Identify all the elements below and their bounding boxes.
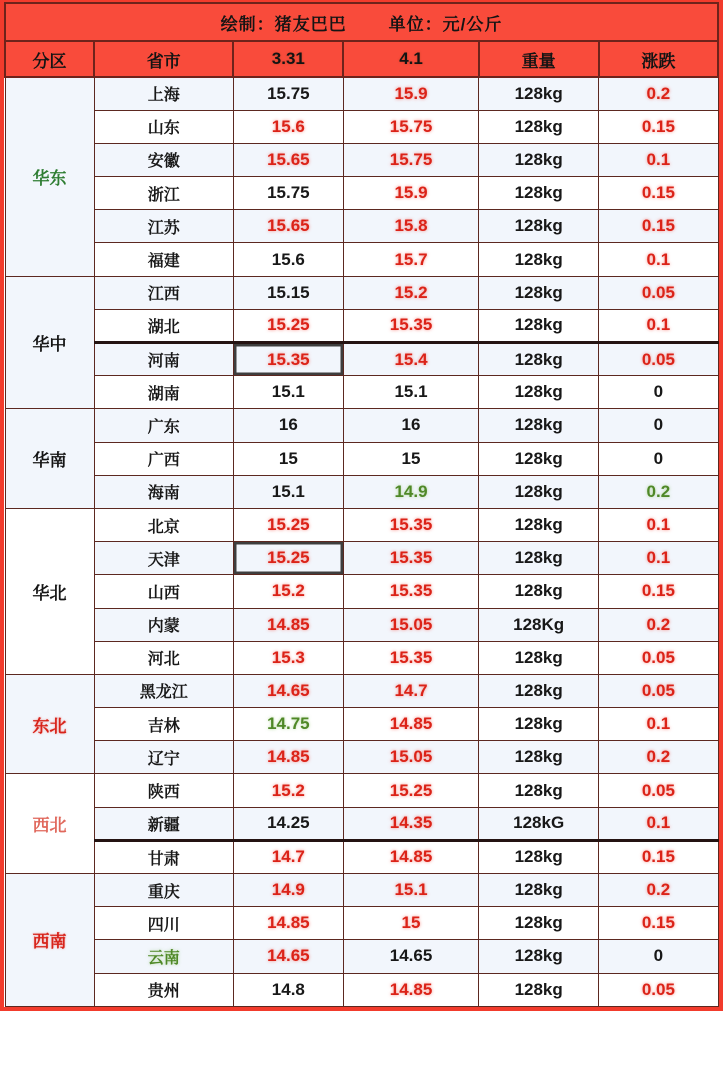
change-cell: 0.2 [599,741,718,774]
change-cell: 0.2 [599,475,718,508]
pig-price-table [4,2,719,1007]
change-cell: 0 [599,940,718,973]
price-331-cell: 15.1 [233,376,343,409]
region-cell: 西南 [5,874,94,1007]
price-row [5,674,718,707]
province-cell: 海南 [94,475,233,508]
price-row [5,276,718,309]
price-331-cell: 15.2 [233,774,343,807]
province-cell: 河北 [94,641,233,674]
region-cell: 华东 [5,77,94,276]
price-row [5,508,718,541]
weight-cell: 128kg [479,641,599,674]
weight-cell: 128kg [479,508,599,541]
price-41-cell: 14.85 [343,708,478,741]
col-header-date-331: 3.31 [233,41,343,77]
price-row [5,309,718,342]
price-row [5,143,718,176]
price-row [5,741,718,774]
title-unit: 单位：元/公斤 [388,14,503,34]
price-331-cell: 15.6 [233,110,343,143]
price-row [5,77,718,110]
price-row [5,343,718,376]
price-331-cell: 15.6 [233,243,343,276]
province-cell: 辽宁 [94,741,233,774]
province-cell: 四川 [94,907,233,940]
weight-cell: 128kg [479,343,599,376]
province-cell: 江苏 [94,210,233,243]
price-41-cell: 15 [343,442,478,475]
province-cell: 上海 [94,77,233,110]
price-row [5,409,718,442]
weight-cell: 128kg [479,143,599,176]
weight-cell: 128kg [479,110,599,143]
price-row [5,641,718,674]
price-41-cell: 15.05 [343,741,478,774]
change-cell: 0.05 [599,641,718,674]
price-row [5,840,718,873]
price-331-cell: 15.65 [233,143,343,176]
change-cell: 0.15 [599,840,718,873]
weight-cell: 128kg [479,708,599,741]
province-cell: 陕西 [94,774,233,807]
title-row [5,3,718,41]
price-row [5,210,718,243]
price-331-cell: 15.65 [233,210,343,243]
price-331-cell: 15.15 [233,276,343,309]
weight-cell: 128kg [479,177,599,210]
change-cell: 0.2 [599,77,718,110]
price-331-cell: 15.25 [233,309,343,342]
region-cell: 东北 [5,674,94,774]
weight-cell: 128kg [479,210,599,243]
change-cell: 0.2 [599,608,718,641]
province-cell: 山西 [94,575,233,608]
weight-cell: 128Kg [479,608,599,641]
price-41-cell: 15.35 [343,309,478,342]
region-cell: 西北 [5,774,94,874]
change-cell: 0.1 [599,309,718,342]
price-331-cell: 15.35 [233,343,343,376]
weight-cell: 128kg [479,741,599,774]
weight-cell: 128kg [479,940,599,973]
price-row [5,243,718,276]
price-41-cell: 15 [343,907,478,940]
price-331-cell: 14.8 [233,973,343,1006]
province-cell: 贵州 [94,973,233,1006]
price-41-cell: 14.85 [343,840,478,873]
title-author: 绘制：猪友巴巴 [220,14,347,34]
change-cell: 0 [599,442,718,475]
change-cell: 0.15 [599,110,718,143]
price-41-cell: 15.9 [343,77,478,110]
price-row [5,575,718,608]
weight-cell: 128kg [479,309,599,342]
price-331-cell: 15.75 [233,77,343,110]
province-cell: 安徽 [94,143,233,176]
price-331-cell: 15.25 [233,542,343,575]
price-row [5,973,718,1006]
province-cell: 山东 [94,110,233,143]
col-header-province: 省市 [94,41,233,77]
col-header-change: 涨跌 [599,41,718,77]
price-331-cell: 15.3 [233,641,343,674]
province-cell: 广西 [94,442,233,475]
weight-cell: 128kg [479,907,599,940]
price-row [5,475,718,508]
region-cell: 华中 [5,276,94,409]
weight-cell: 128kg [479,774,599,807]
change-cell: 0.05 [599,343,718,376]
region-cell: 华南 [5,409,94,509]
weight-cell: 128kg [479,243,599,276]
province-cell: 江西 [94,276,233,309]
price-331-cell: 15.1 [233,475,343,508]
price-41-cell: 14.7 [343,674,478,707]
price-41-cell: 15.1 [343,376,478,409]
change-cell: 0.15 [599,907,718,940]
price-41-cell: 15.05 [343,608,478,641]
province-cell: 湖北 [94,309,233,342]
price-41-cell: 14.9 [343,475,478,508]
weight-cell: 128kg [479,542,599,575]
col-header-weight: 重量 [479,41,599,77]
province-cell: 北京 [94,508,233,541]
price-row [5,807,718,840]
price-331-cell: 14.65 [233,940,343,973]
change-cell: 0.1 [599,542,718,575]
price-row [5,542,718,575]
province-cell: 重庆 [94,874,233,907]
price-41-cell: 15.1 [343,874,478,907]
col-header-region: 分区 [5,41,94,77]
price-41-cell: 15.25 [343,774,478,807]
change-cell: 0.1 [599,243,718,276]
price-41-cell: 15.9 [343,177,478,210]
price-row [5,907,718,940]
province-cell: 浙江 [94,177,233,210]
price-41-cell: 15.75 [343,143,478,176]
price-41-cell: 15.35 [343,508,478,541]
price-331-cell: 15.75 [233,177,343,210]
price-row [5,874,718,907]
weight-cell: 128kg [479,840,599,873]
weight-cell: 128kg [479,77,599,110]
weight-cell: 128kg [479,874,599,907]
price-41-cell: 14.85 [343,973,478,1006]
price-331-cell: 15.2 [233,575,343,608]
weight-cell: 128kg [479,409,599,442]
change-cell: 0.05 [599,973,718,1006]
price-41-cell: 15.2 [343,276,478,309]
province-cell: 黑龙江 [94,674,233,707]
price-331-cell: 14.25 [233,807,343,840]
price-41-cell: 15.75 [343,110,478,143]
change-cell: 0.15 [599,177,718,210]
change-cell: 0.15 [599,210,718,243]
province-cell: 广东 [94,409,233,442]
table-title [5,3,718,41]
price-331-cell: 14.85 [233,608,343,641]
price-41-cell: 15.8 [343,210,478,243]
price-41-cell: 16 [343,409,478,442]
weight-cell: 128kg [479,276,599,309]
weight-cell: 128kg [479,674,599,707]
price-331-cell: 14.75 [233,708,343,741]
change-cell: 0.05 [599,774,718,807]
change-cell: 0.15 [599,575,718,608]
province-cell: 福建 [94,243,233,276]
province-cell: 河南 [94,343,233,376]
price-41-cell: 15.35 [343,542,478,575]
price-331-cell: 14.9 [233,874,343,907]
province-cell: 天津 [94,542,233,575]
region-cell: 华北 [5,508,94,674]
province-cell: 甘肃 [94,840,233,873]
price-row [5,177,718,210]
weight-cell: 128kG [479,807,599,840]
table-body [5,77,718,1006]
province-cell: 吉林 [94,708,233,741]
price-331-cell: 14.85 [233,907,343,940]
price-331-cell: 15 [233,442,343,475]
change-cell: 0.1 [599,508,718,541]
price-row [5,774,718,807]
column-header-row [5,41,718,77]
change-cell: 0.1 [599,708,718,741]
province-cell: 云南 [94,940,233,973]
price-41-cell: 15.4 [343,343,478,376]
weight-cell: 128kg [479,442,599,475]
price-41-cell: 14.35 [343,807,478,840]
price-row [5,940,718,973]
price-41-cell: 15.35 [343,641,478,674]
price-row [5,110,718,143]
weight-cell: 128kg [479,973,599,1006]
province-cell: 湖南 [94,376,233,409]
weight-cell: 128kg [479,376,599,409]
col-header-date-41: 4.1 [343,41,478,77]
price-331-cell: 14.85 [233,741,343,774]
change-cell: 0.2 [599,874,718,907]
weight-cell: 128kg [479,475,599,508]
price-41-cell: 14.65 [343,940,478,973]
price-41-cell: 15.35 [343,575,478,608]
price-331-cell: 15.25 [233,508,343,541]
change-cell: 0.1 [599,143,718,176]
price-41-cell: 15.7 [343,243,478,276]
change-cell: 0 [599,376,718,409]
price-331-cell: 16 [233,409,343,442]
price-row [5,376,718,409]
change-cell: 0.1 [599,807,718,840]
change-cell: 0.05 [599,674,718,707]
province-cell: 新疆 [94,807,233,840]
price-row [5,708,718,741]
change-cell: 0.05 [599,276,718,309]
price-row [5,442,718,475]
price-row [5,608,718,641]
price-331-cell: 14.7 [233,840,343,873]
province-cell: 内蒙 [94,608,233,641]
weight-cell: 128kg [479,575,599,608]
price-331-cell: 14.65 [233,674,343,707]
change-cell: 0 [599,409,718,442]
